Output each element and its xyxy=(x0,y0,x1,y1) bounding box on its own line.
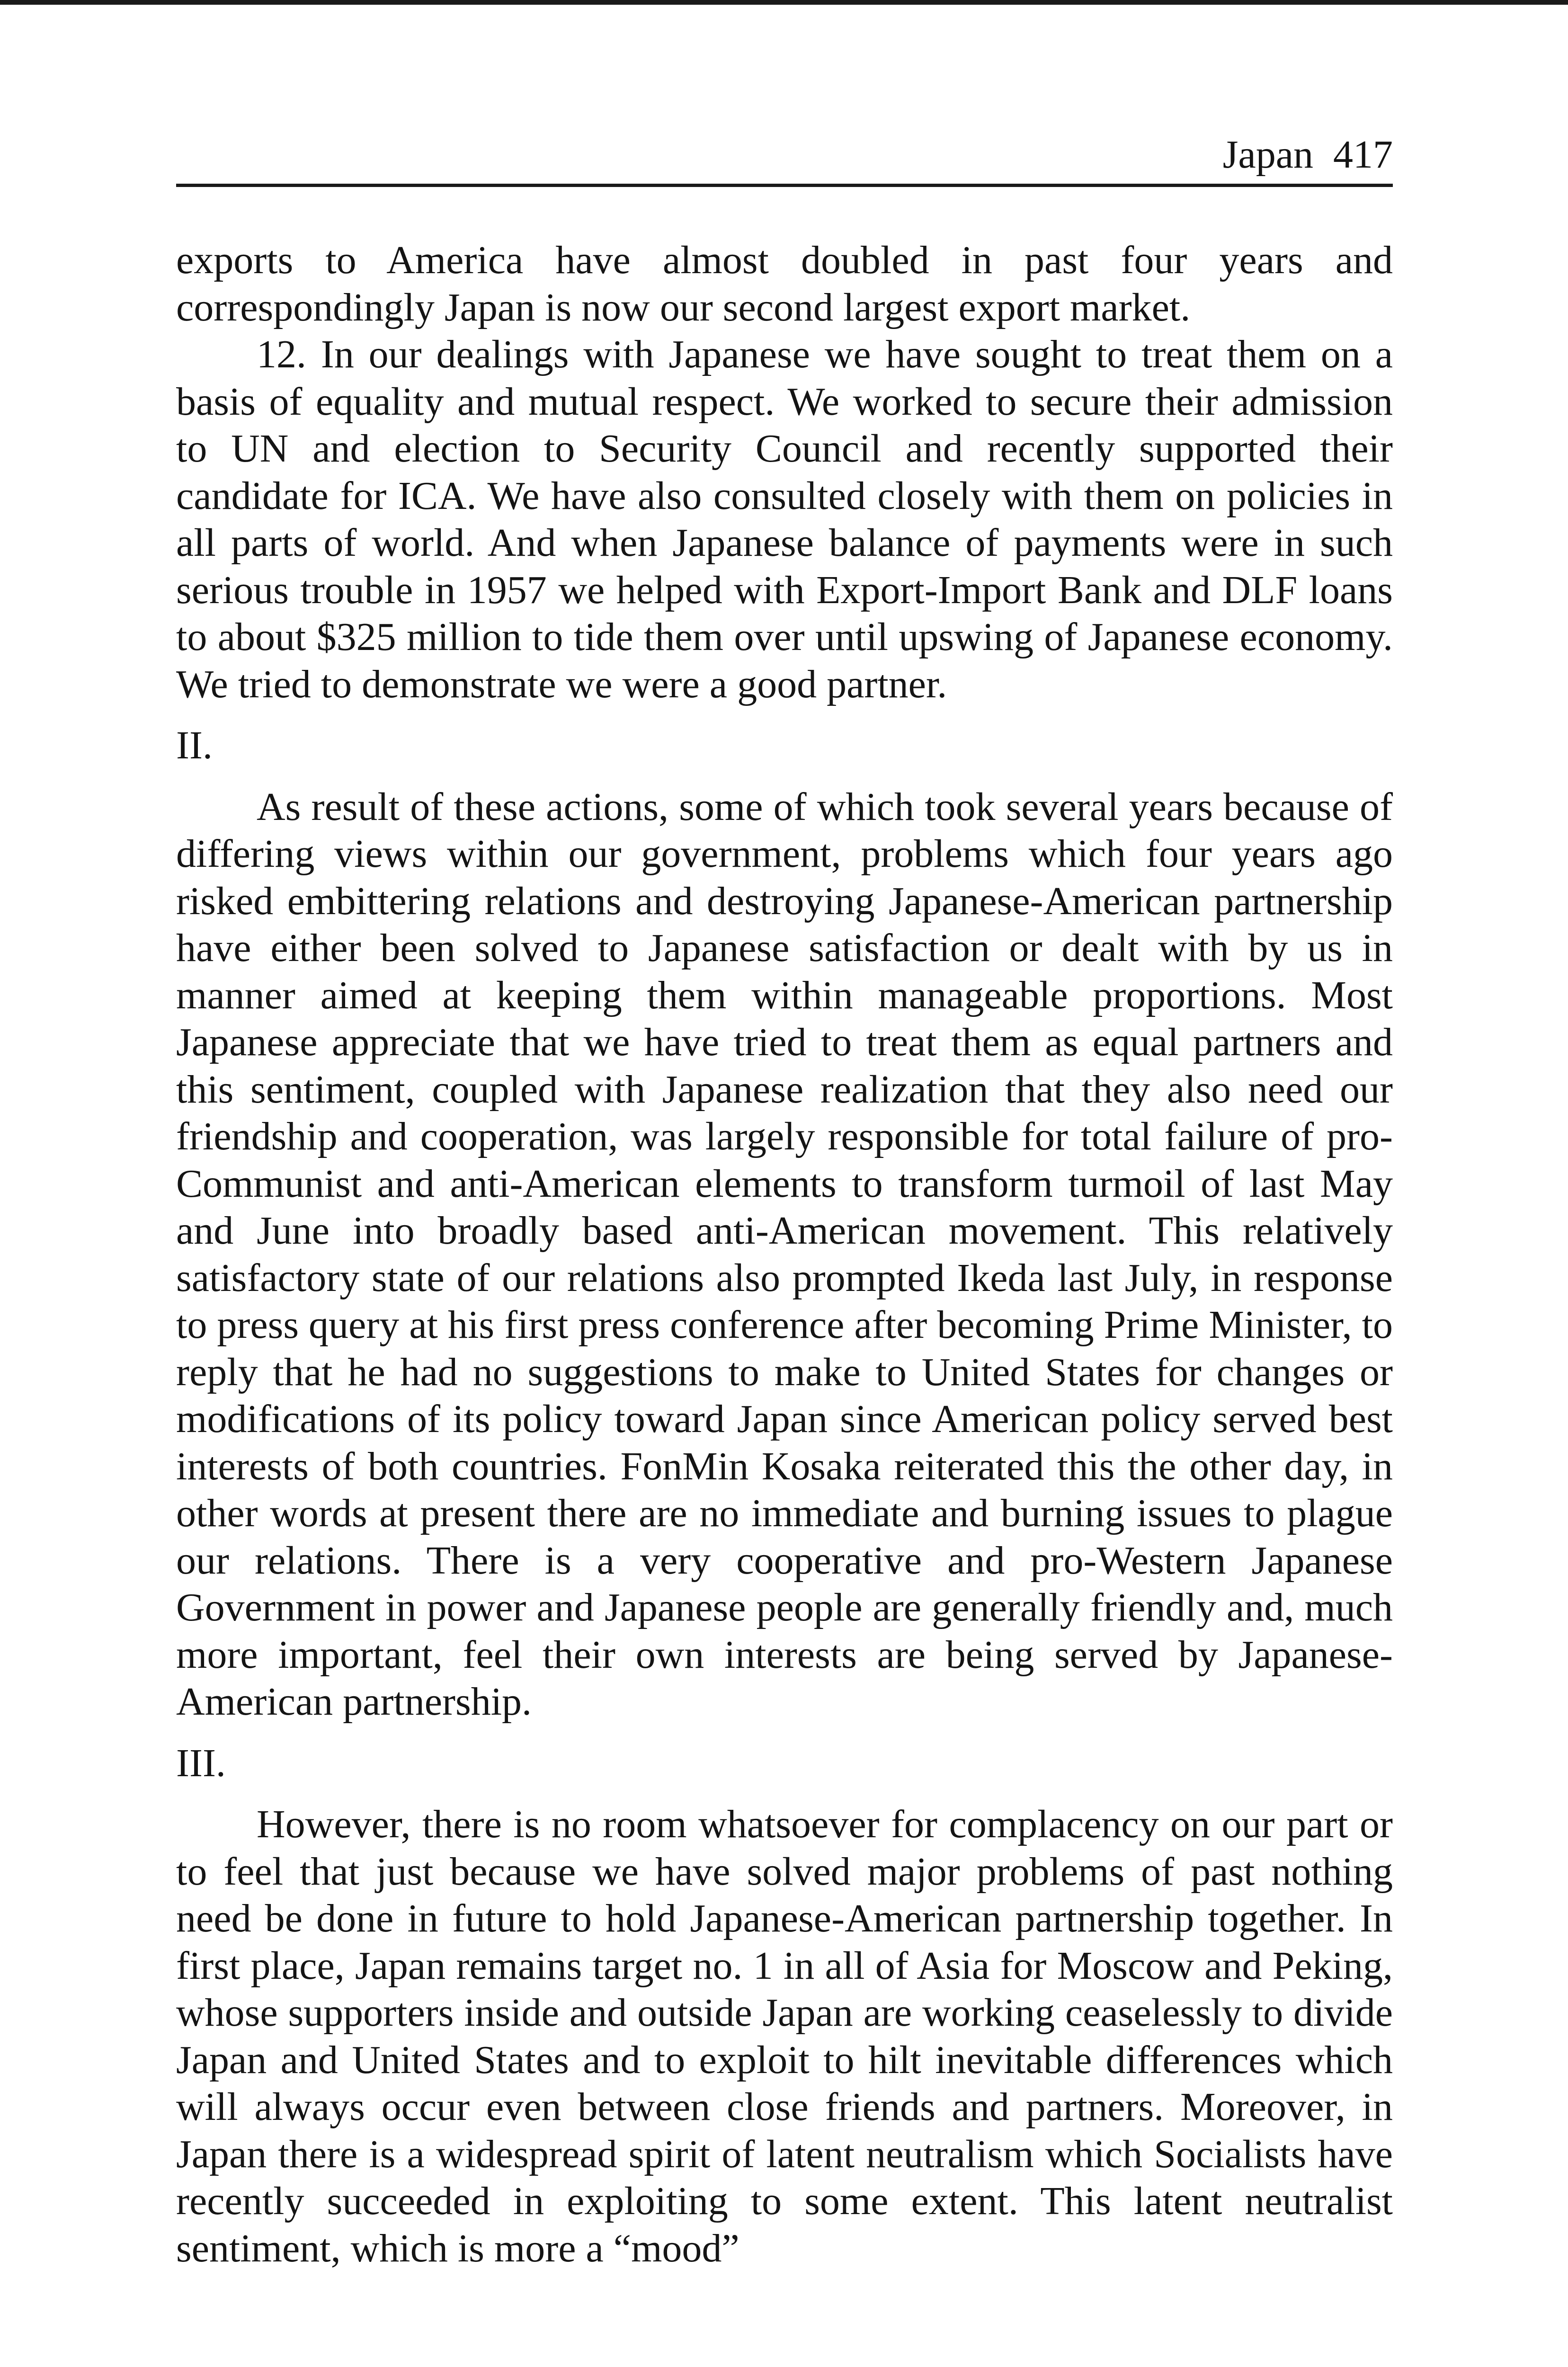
running-header xyxy=(176,124,1393,186)
section-3-paragraph: However, there is no room whatsoever for complacency on our part or to feel that just because we have solved major problems of past nothing need be done in future to hold Japanese-American partnership together. In first place, Japan remains target no. 1 in all of Asia for Moscow and Peking, whose supporters inside and outside Japan are working ceaselessly to divide Japan and United States and to exploit to hilt inevitable differences which will always occur even between close friends and partners. Moreover, in Japan there is a widespread spirit of latent neutralism which Socialists have recently succeeded in exploiting to some extent. This latent neutralist sentiment, which is more a “mood” xyxy=(176,1802,1393,2270)
paragraph-continued: exports to America have almost doubled in past four years and correspondingly Japan is now our second largest export market. xyxy=(176,238,1393,329)
paragraph-12: 12. In our dealings with Japanese we have sought to treat them on a basis of equality and mutual respect. We worked to secure their admission to UN and election to Security Council and recently supported their candidate for ICA. We have also consulted closely with them on policies in all parts of world. And when Japanese balance of payments were in such serious trouble in 1957 we helped with Export-Import Bank and DLF loans to about $325 million to tide them over until upswing of Japanese economy. We tried to demonstrate we were a good partner. xyxy=(176,332,1393,706)
page-top-edge xyxy=(0,0,1568,5)
section-heading-3: III. xyxy=(176,1741,226,1785)
page-body xyxy=(176,237,1393,2272)
section-2-paragraph: As result of these actions, some of which took several years because of differing views within our government, problems which four years ago risked embittering relations and destroying Japanese-American partnership have either been solved to Japanese satisfaction or dealt with by us in manner aimed at keeping them within manageable proportions. Most Japanese appreciate that we have tried to treat them as equal partners and this sentiment, coupled with Japanese realization that they also need our friendship and cooperation, was largely responsible for total failure of pro-Communist and anti-American elements to transform turmoil of last May and June into broadly based anti-American movement. This relatively satisfactory state of our relations also prompted Ikeda last July, in response to press query at his first press conference after becoming Prime Minister, to reply that he had no suggestions to make to United States for changes or modifications of its policy toward Japan since American policy served best interests of both countries. FonMin Kosaka reiterated this the other day, in other words at present there are no immediate and burning issues to plague our relations. There is a very cooperative and pro-Western Japanese Government in power and Japanese people are generally friendly and, much more important, feel their own interests are being served by Japanese-American partnership. xyxy=(176,784,1393,1724)
header-rule xyxy=(176,184,1393,187)
section-heading-2: II. xyxy=(176,723,213,767)
running-head xyxy=(1223,124,1393,186)
running-title: Japan xyxy=(1222,133,1313,177)
page-number: 417 xyxy=(1333,133,1393,177)
